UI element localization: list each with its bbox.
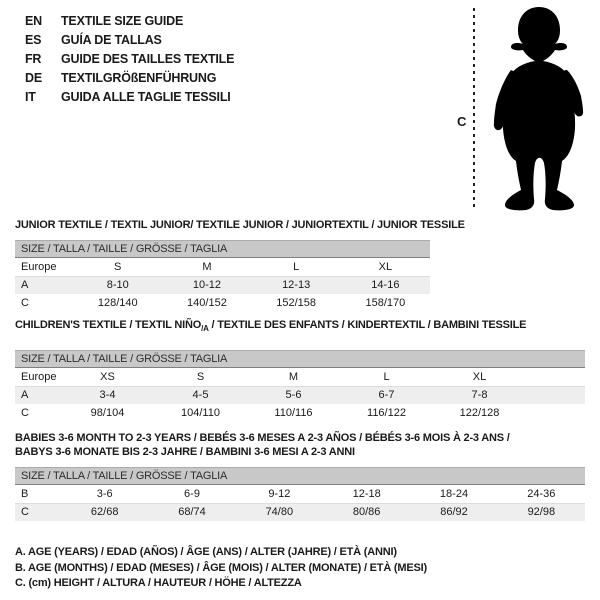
table-row — [15, 258, 430, 276]
figure-svg — [447, 4, 600, 217]
value-cell: L — [252, 258, 341, 276]
footnote-item: B. AGE (MONTHS) / EDAD (MESES) / ÂGE (MOIS) / ALTER (MONATE) / ETÀ (MESI) — [15, 561, 427, 574]
value-cell: M — [162, 258, 251, 276]
size-header-bar: SIZE / TALLA / TAILLE / GRÖSSE / TAGLIA — [15, 240, 430, 258]
footnote-item: A. AGE (YEARS) / EDAD (AÑOS) / ÂGE (ANS) / ALTER (JAHRE) / ETÀ (ANNI) — [15, 546, 397, 559]
table-row — [15, 368, 585, 386]
table-row — [15, 404, 585, 422]
row-label-cell: C — [21, 407, 29, 420]
value-cell: 116/122 — [367, 407, 406, 420]
value-cell: XL — [433, 368, 526, 386]
row-label-cell: Europe — [15, 258, 73, 276]
figure-baby-height — [447, 4, 600, 217]
size-table-junior — [15, 258, 430, 312]
language-code: DE — [25, 71, 42, 85]
size-table-block-babies — [15, 431, 585, 521]
footnotes — [0, 521, 600, 592]
value-cell: 4-5 — [192, 389, 209, 402]
size-header-bar: SIZE / TALLA / TAILLE / GRÖSSE / TAGLIA — [15, 467, 585, 485]
table-title-line: BABIES 3-6 MONTH TO 2-3 YEARS / BEBÉS 3-6 MESES A 2-3 AÑOS / BÉBÉS 3-6 MOIS À 2-3 ANS / — [15, 432, 510, 445]
value-cell: M — [247, 368, 340, 386]
value-cell: 3-6 — [61, 485, 148, 503]
value-cell: 7-8 — [471, 389, 488, 402]
value-cell: 12-18 — [323, 485, 410, 503]
value-cell: S — [73, 258, 162, 276]
spacer-cell — [526, 404, 585, 422]
table-title-post: / TEXTILE DES ENFANTS / KINDERTEXTIL / BAMBINI TESSILE — [208, 319, 527, 331]
language-title: TEXTILE SIZE GUIDE — [61, 14, 184, 28]
footnote-item: C. (cm) HEIGHT / ALTURA / HAUTEUR / HÖHE / ALTEZZA — [15, 577, 302, 590]
value-cell: 80/86 — [352, 506, 381, 519]
value-cell: 140/152 — [187, 297, 227, 309]
value-cell: 74/80 — [265, 506, 294, 519]
value-cell: 122/128 — [459, 407, 500, 420]
value-cell: 18-24 — [410, 485, 497, 503]
row-label-cell: Europe — [15, 368, 61, 386]
table-title-babies — [15, 431, 585, 459]
value-cell: L — [340, 368, 433, 386]
table-title-line: BABYS 3-6 MONATE BIS 2-3 JAHRE / BAMBINI 3-6 MESI A 2-3 ANNI — [15, 446, 355, 459]
spacer-cell — [526, 386, 585, 404]
value-cell: 5-6 — [285, 389, 302, 402]
value-cell: 10-12 — [192, 279, 221, 292]
language-code: ES — [25, 33, 42, 47]
table-title-children — [15, 318, 585, 336]
row-label-cell: B — [15, 485, 61, 503]
row-label-cell: C — [21, 506, 29, 519]
table-row — [15, 503, 585, 521]
table-title-sub: /A — [201, 324, 209, 334]
size-table-children — [15, 368, 585, 422]
table-title-text: JUNIOR TEXTILE / TEXTIL JUNIOR/ TEXTILE JUNIOR / JUNIORTEXTIL / JUNIOR TESSILE — [15, 219, 465, 231]
baby-silhouette-icon — [494, 7, 583, 210]
value-cell: 6-9 — [148, 485, 235, 503]
row-label-cell: A — [21, 279, 29, 292]
size-table-block-children — [15, 318, 585, 422]
value-cell: 98/104 — [90, 407, 125, 420]
value-cell: 14-16 — [371, 279, 400, 292]
value-cell: 128/140 — [97, 297, 138, 309]
value-cell: XS — [61, 368, 154, 386]
row-label-cell: C — [21, 297, 29, 309]
table-row — [15, 386, 585, 404]
size-tables — [0, 218, 600, 521]
value-cell: 3-4 — [99, 389, 116, 402]
language-code: IT — [25, 90, 36, 104]
value-cell: 8-10 — [106, 279, 129, 292]
size-header-bar: SIZE / TALLA / TAILLE / GRÖSSE / TAGLIA — [15, 350, 585, 368]
value-cell: 68/74 — [178, 506, 206, 519]
table-title-pre: CHILDREN'S TEXTILE / TEXTIL NIÑO — [15, 319, 202, 331]
value-cell: 24-36 — [498, 485, 585, 503]
language-title: GUIDE DES TAILLES TEXTILE — [61, 52, 235, 66]
language-code: FR — [25, 52, 42, 66]
height-label-c: C — [457, 114, 467, 129]
value-cell: 6-7 — [378, 389, 395, 402]
language-code: EN — [25, 14, 42, 28]
value-cell: XL — [341, 258, 430, 276]
value-cell: 92/98 — [527, 506, 556, 519]
row-label-cell: A — [21, 389, 29, 402]
spacer-cell — [526, 368, 585, 386]
value-cell: 104/110 — [181, 407, 220, 420]
value-cell: 86/92 — [440, 506, 468, 519]
value-cell: S — [154, 368, 247, 386]
size-table-babies — [15, 485, 585, 521]
language-title: GUIDA ALLE TAGLIE TESSILI — [61, 90, 231, 104]
value-cell: 12-13 — [282, 279, 311, 292]
value-cell: 158/170 — [365, 297, 406, 309]
language-title: GUÍA DE TALLAS — [61, 33, 162, 47]
value-cell: 152/158 — [276, 297, 317, 309]
table-title-junior — [15, 218, 585, 232]
table-row — [15, 276, 430, 294]
table-row — [15, 294, 430, 312]
language-title: TEXTILGRÖßENFÜHRUNG — [61, 71, 217, 85]
value-cell: 110/116 — [274, 407, 313, 420]
size-table-block-junior — [15, 218, 585, 312]
table-row — [15, 485, 585, 503]
value-cell: 9-12 — [236, 485, 323, 503]
value-cell: 62/68 — [90, 506, 119, 519]
